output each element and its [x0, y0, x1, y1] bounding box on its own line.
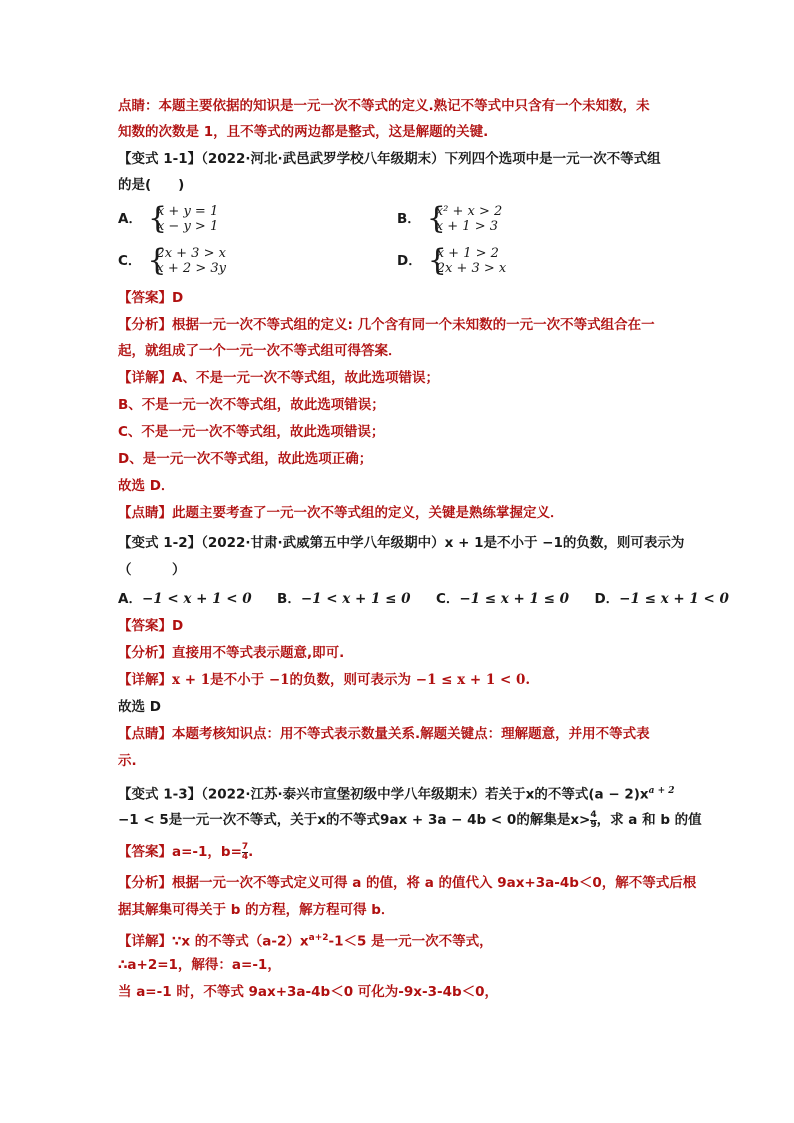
variant-1-2-stem [118, 533, 684, 553]
option-label: B． [397, 211, 421, 227]
variant-source: （2022·江苏·泰兴市宣堡初级中学八年级期末）若关于x的不等式(a − 2)x [201, 786, 649, 803]
option-text: −1 < x + 1 < 0 [141, 591, 252, 607]
system-row: x + 1 > 3 [435, 219, 498, 234]
answer-line [118, 616, 183, 636]
analysis-line-1 [118, 315, 655, 335]
answer-tag: 【答案】 [118, 844, 172, 860]
answer-line [118, 288, 183, 308]
v12-options-row [118, 589, 729, 609]
point-text: 本题考核知识点：用不等式表示数量关系.解题关键点：理解题意，并用不等式表 [172, 726, 650, 742]
analysis-tag: 【分析】 [118, 645, 172, 661]
detail-text: x + 1是不小于 −1的负数，则可表示为 −1 ≤ x + 1 < 0. [172, 672, 531, 688]
variant-source: （2022·河北·武邑武罗学校八年级期末）下列四个选项中是一元一次不等式组 [201, 151, 661, 167]
analysis-text: 根据一元一次不等式组的定义: 几个含有同一个未知数的一元一次不等式组合在一 [172, 317, 655, 333]
variant-1-1-stem-2: 的是( ) [118, 177, 185, 193]
option-label: C． [435, 591, 460, 607]
analysis-tag: 【分析】 [118, 875, 172, 891]
analysis-line-2: 起，就组成了一个一元一次不等式组可得答案． [118, 343, 402, 359]
numerator: 4 [590, 809, 597, 820]
point-line [118, 503, 564, 523]
analysis-line-2: 据其解集可得关于 b 的方程，解方程可得 b． [118, 902, 395, 918]
detail-line-3: 当 a=-1 时，不等式 9ax+3a-4b＜0 可化为-9x-3-4b＜0， [118, 984, 499, 1000]
tip-line-2: 知数的次数是 1，且不等式的两边都是整式，这是解题的关键. [118, 124, 489, 140]
option-d [397, 243, 507, 278]
option-b [397, 201, 503, 236]
detail-line-2: ∴a+2=1，解得：a=-1， [118, 957, 281, 973]
option-text: −1 ≤ x + 1 < 0 [619, 591, 729, 607]
system-row: 2x + 3 > x [156, 246, 226, 261]
variant-1-3-stem [118, 781, 675, 805]
answer-value: D [172, 618, 184, 634]
answer-value: a=-1，b= [172, 844, 242, 860]
option-c [118, 243, 226, 278]
system-row: 2x + 3 > x [436, 261, 507, 276]
system-row: x + 2 > 3y [156, 261, 226, 276]
answer-tag: 【答案】 [118, 618, 172, 634]
answer-value: D [172, 290, 184, 306]
analysis-text: 直接用不等式表示题意,即可. [172, 645, 345, 661]
detail-tag: 【详解】 [118, 370, 172, 386]
option-b [277, 591, 410, 607]
detail-text: A、不是一元一次不等式组，故此选项错误； [172, 370, 439, 386]
option-c [436, 591, 569, 607]
option-text: −1 < x + 1 ≤ 0 [300, 591, 411, 607]
tip-line-1: 点睛：本题主要依据的知识是一元一次不等式的定义.熟记不等式中只含有一个未知数，未 [118, 98, 650, 114]
system-row: x − y > 1 [156, 219, 219, 234]
option-d [594, 591, 728, 607]
analysis-tag: 【分析】 [118, 317, 172, 333]
point-tag: 【点睛】 [118, 505, 172, 521]
option-label: A． [118, 211, 142, 227]
system-row: x + y = 1 [156, 204, 219, 219]
variant-tag: 【变式 1-3】 [118, 786, 202, 803]
stem-text: ，求 a 和 b 的值 [596, 812, 702, 828]
denominator: 4 [241, 851, 249, 862]
detail-text: -1＜5 是一元一次不等式， [328, 933, 493, 950]
answer-tag: 【答案】 [118, 290, 172, 306]
option-text: −1 ≤ x + 1 ≤ 0 [459, 591, 570, 607]
equation-system: { x + y = 1 x − y > 1 [147, 201, 219, 236]
detail-line-4: D、是一元一次不等式组，故此选项正确； [118, 451, 373, 467]
numerator: 7 [241, 841, 249, 852]
detail-line-1 [118, 368, 439, 388]
option-a [118, 591, 252, 607]
point-line-1 [118, 724, 650, 744]
variant-source: （2022·甘肃·武威第五中学八年级期中）x + 1是不小于 −1的负数，则可表示为 [201, 535, 685, 551]
detail-text: ∵x 的不等式（a-2）x [172, 933, 309, 950]
option-label: B． [277, 591, 301, 607]
variant-tag: 【变式 1-2】 [118, 535, 202, 551]
detail-line [118, 670, 530, 690]
denominator: 9 [590, 819, 597, 830]
exponent: a + 2 [648, 786, 675, 796]
variant-tag: 【变式 1-1】 [118, 151, 202, 167]
answer-line [118, 842, 253, 862]
variant-1-2-stem-2: （ ） [118, 562, 186, 578]
choose-line: 故选 D [118, 699, 161, 715]
detail-tag: 【详解】 [118, 672, 172, 688]
system-row: x² + x > 2 [435, 204, 503, 219]
option-label: C． [118, 253, 142, 269]
option-label: A． [118, 591, 142, 607]
equation-system: { x + 1 > 2 2x + 3 > x [427, 243, 507, 278]
detail-line-2: B、不是一元一次不等式组，故此选项错误； [118, 397, 385, 413]
choose-line: 故选 D． [118, 478, 175, 494]
exponent: a+2 [308, 933, 329, 943]
analysis-line-1 [118, 873, 696, 893]
answer-end: . [248, 844, 254, 860]
system-row: x + 1 > 2 [436, 246, 499, 261]
variant-1-3-stem-2 [118, 810, 702, 830]
equation-system: { x² + x > 2 x + 1 > 3 [426, 201, 503, 236]
detail-tag: 【详解】 [118, 933, 172, 950]
option-label: D． [397, 253, 422, 269]
detail-line-1 [118, 928, 493, 952]
option-a [118, 201, 219, 236]
option-label: D． [594, 591, 620, 607]
variant-1-1-stem [118, 149, 661, 169]
stem-text: −1 < 5是一元一次不等式，关于x的不等式9ax + 3a − 4b < 0的解集是x> [118, 812, 591, 828]
analysis-text: 根据一元一次不等式定义可得 a 的值，将 a 的值代入 9ax+3a-4b＜0，解不等式后根 [172, 875, 697, 891]
detail-line-3: C、不是一元一次不等式组，故此选项错误； [118, 424, 385, 440]
point-text: 此题主要考查了一元一次不等式组的定义，关键是熟练掌握定义． [172, 505, 564, 521]
analysis-line [118, 643, 344, 663]
point-line-2: 示. [118, 753, 137, 769]
equation-system: { 2x + 3 > x x + 2 > 3y [147, 243, 226, 278]
point-tag: 【点睛】 [118, 726, 172, 742]
